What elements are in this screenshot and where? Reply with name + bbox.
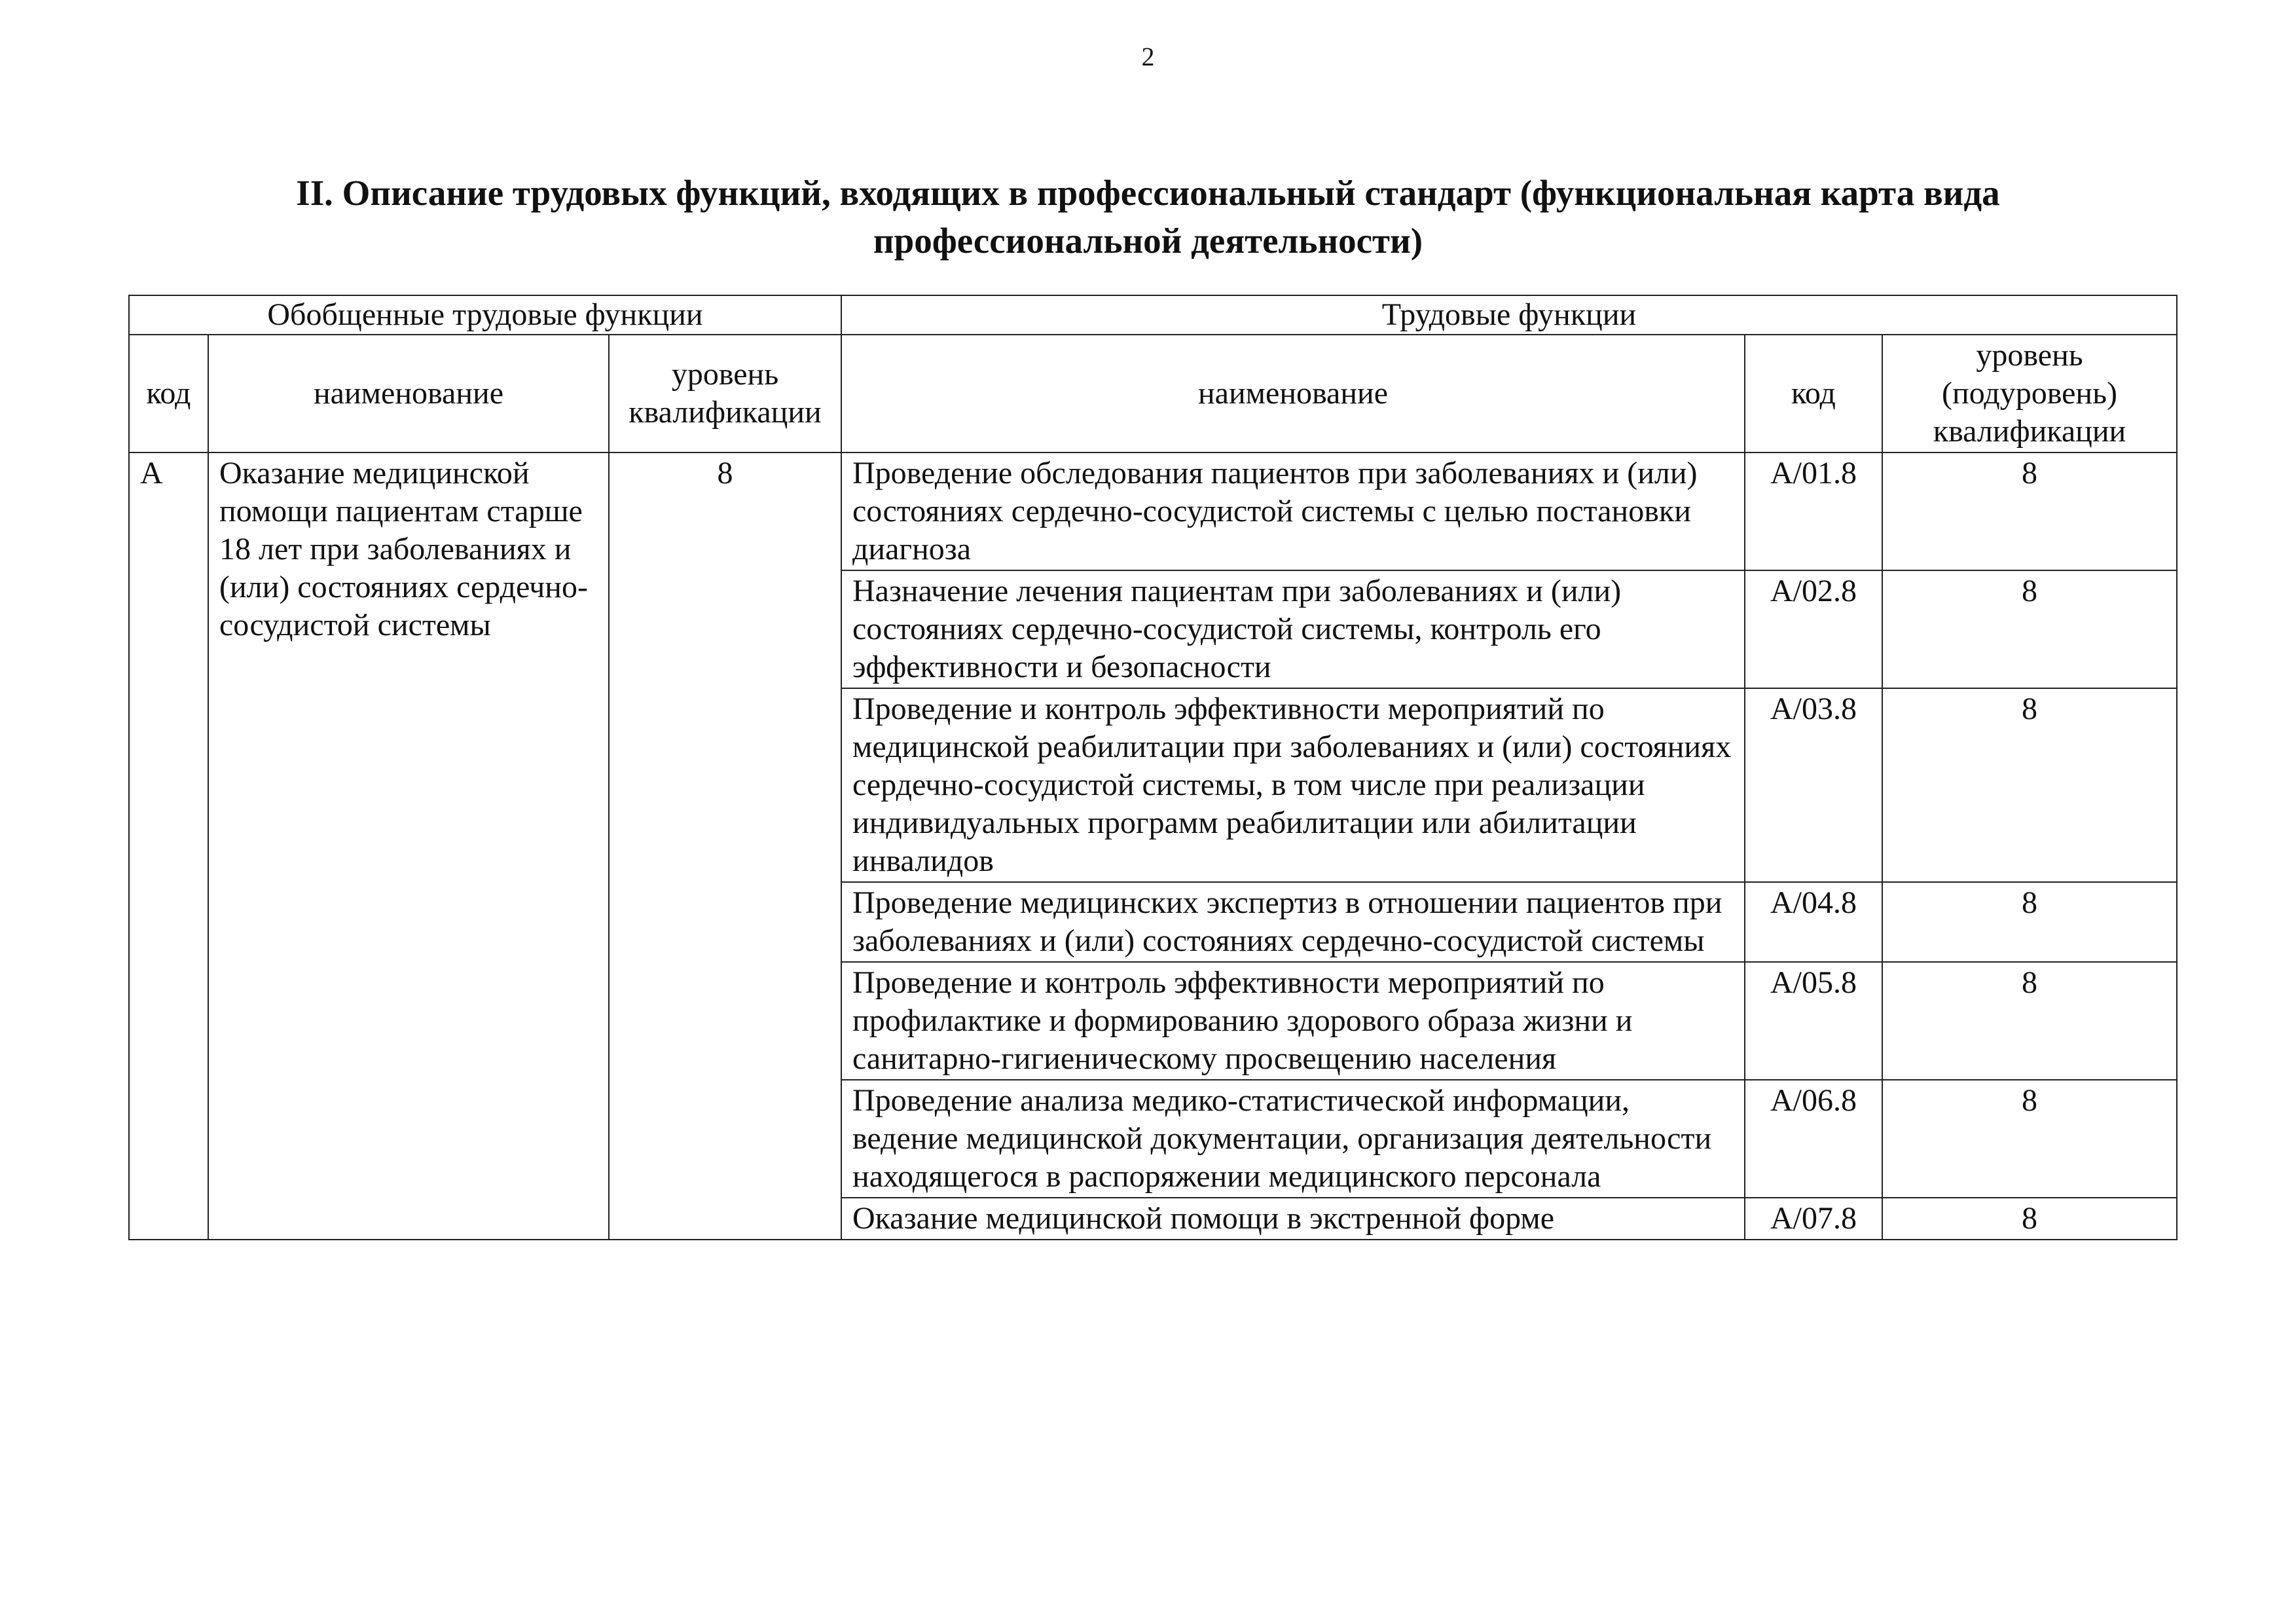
tf-level: 8 <box>1882 1198 2177 1240</box>
group-header-labor: Трудовые функции <box>841 295 2177 335</box>
tf-name: Проведение обследования пациентов при заболеваниях и (или) состояниях сердечно-сосудистой системы с целью постановки диагноза <box>841 452 1745 570</box>
group-header-generalized: Обобщенные трудовые функции <box>129 295 841 335</box>
tf-code: A/01.8 <box>1745 452 1882 570</box>
tf-code: A/05.8 <box>1745 962 1882 1080</box>
tf-level: 8 <box>1882 452 2177 570</box>
tf-code: A/07.8 <box>1745 1198 1882 1240</box>
group-header-row <box>129 295 2177 335</box>
col-header-tf-name: наименование <box>841 335 1745 452</box>
tf-code: A/02.8 <box>1745 570 1882 688</box>
col-header-tf-code: код <box>1745 335 1882 452</box>
table-row <box>129 452 2177 570</box>
page-number: 2 <box>1141 42 1155 71</box>
gen-function-name: Оказание медицинской помощи пациентам старше 18 лет при заболеваниях и (или) состояниях сердечно-сосудистой системы <box>208 452 609 1240</box>
tf-level: 8 <box>1882 688 2177 882</box>
tf-level: 8 <box>1882 882 2177 962</box>
functional-map-table <box>128 295 2178 1240</box>
tf-level: 8 <box>1882 1080 2177 1198</box>
column-header-row <box>129 335 2177 452</box>
tf-name: Назначение лечения пациентам при заболеваниях и (или) состояниях сердечно-сосудистой системы, контроль его эффективности и безопасности <box>841 570 1745 688</box>
tf-name: Проведение анализа медико-статистической информации, ведение медицинской документации, организация деятельности находящегося в распоряжении медицинского персонала <box>841 1080 1745 1198</box>
tf-level: 8 <box>1882 570 2177 688</box>
tf-code: A/06.8 <box>1745 1080 1882 1198</box>
section-heading: II. Описание трудовых функций, входящих в профессиональный стандарт (функциональная карта вида профессиональной деятельности) <box>296 173 2000 261</box>
col-header-gen-name: наименование <box>208 335 609 452</box>
col-header-gen-code: код <box>129 335 208 452</box>
col-header-tf-level: уровень (подуровень) квалификации <box>1882 335 2177 452</box>
gen-function-code: А <box>129 452 208 1240</box>
tf-name: Проведение медицинских экспертиз в отношении пациентов при заболеваниях и (или) состояниях сердечно-сосудистой системы <box>841 882 1745 962</box>
tf-name: Оказание медицинской помощи в экстренной форме <box>841 1198 1745 1240</box>
tf-code: A/04.8 <box>1745 882 1882 962</box>
tf-name: Проведение и контроль эффективности мероприятий по медицинской реабилитации при заболеваниях и (или) состояниях сердечно-сосудистой системы, в том числе при реализации индивидуальных программ реабилитации или абилитации инвалидов <box>841 688 1745 882</box>
tf-level: 8 <box>1882 962 2177 1080</box>
tf-name: Проведение и контроль эффективности мероприятий по профилактике и формированию здорового образа жизни и санитарно-гигиеническому просвещению населения <box>841 962 1745 1080</box>
tf-code: A/03.8 <box>1745 688 1882 882</box>
gen-function-level: 8 <box>609 452 841 1240</box>
col-header-gen-level: уровень квалификации <box>609 335 841 452</box>
